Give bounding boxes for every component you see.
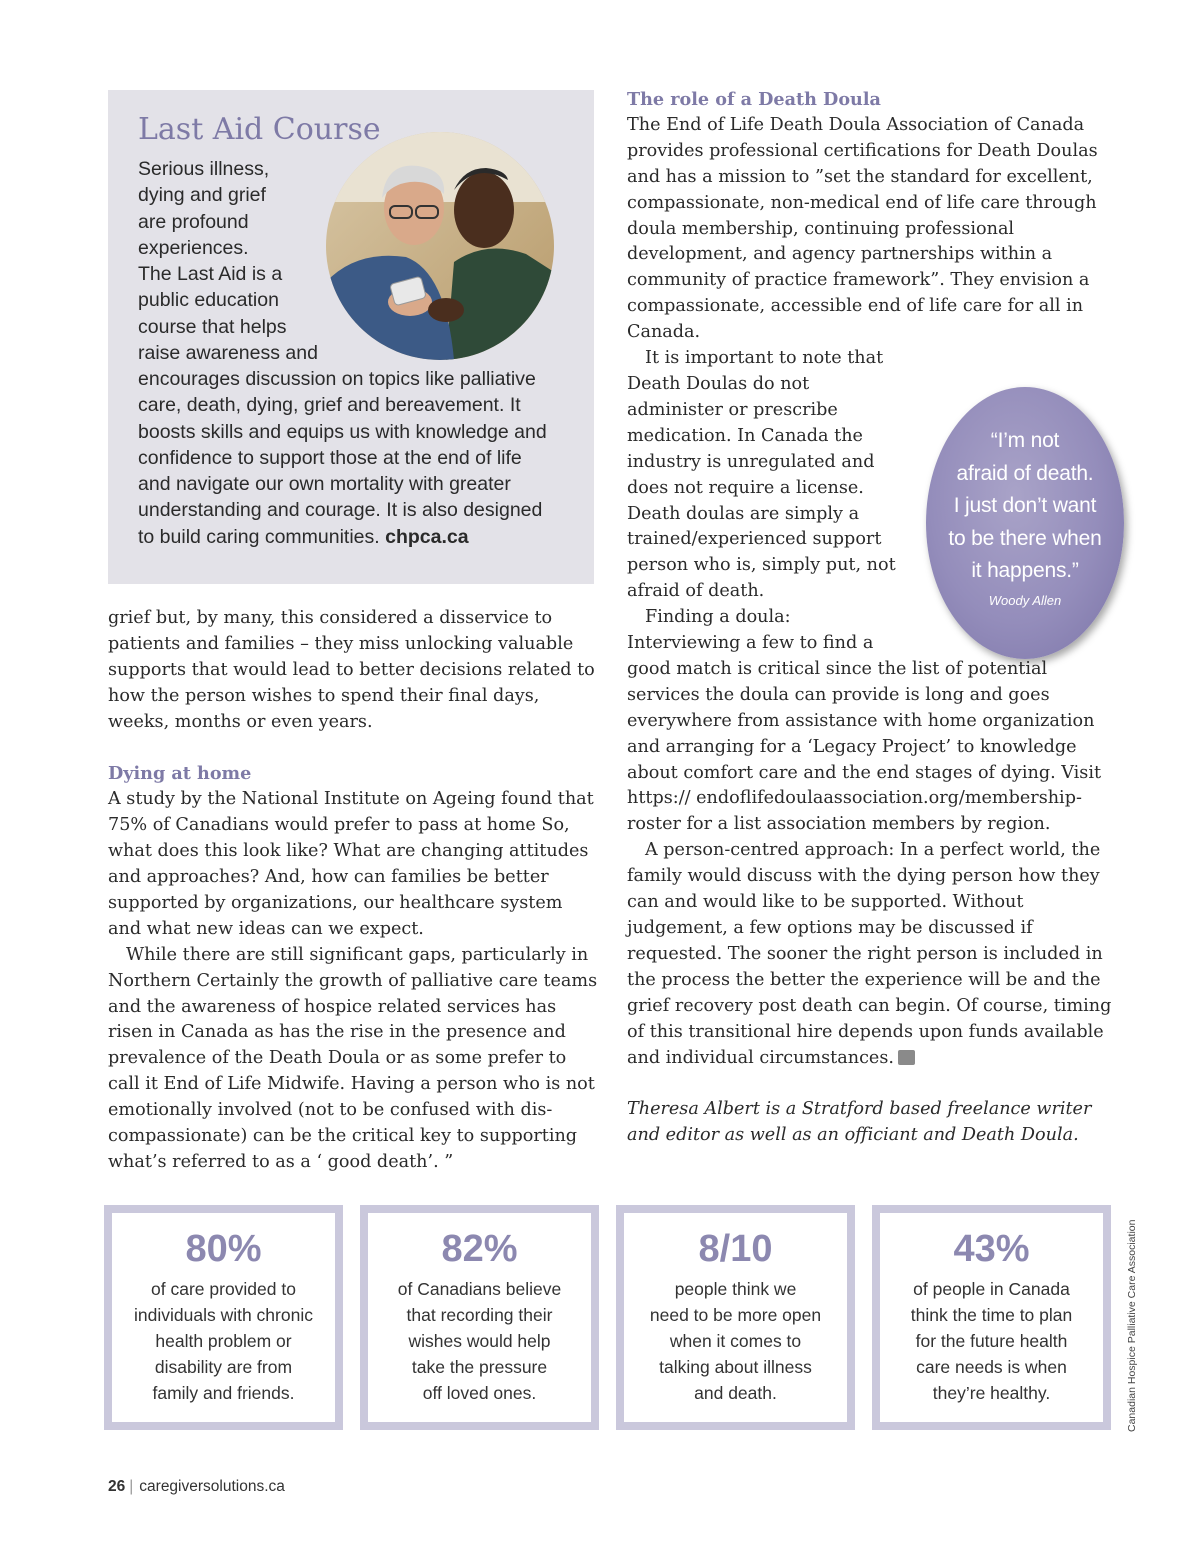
sidebar-intro xyxy=(138,156,328,366)
stat-description xyxy=(368,1277,591,1407)
stat-line: individuals with chronic xyxy=(134,1304,313,1325)
stat-line: of people in Canada xyxy=(913,1279,1070,1299)
stat-value: 43% xyxy=(953,1228,1030,1270)
dying-at-home-heading: Dying at home xyxy=(108,763,252,785)
sidebar-line: care, death, dying, grief and bereavement. It xyxy=(138,394,521,417)
sidebar-intro-line: course that helps xyxy=(138,315,287,338)
photo-illustration xyxy=(326,132,554,360)
finding-paragraph: Finding a doula: Interviewing a few to find a good match is critical since the list of potential services the doula can provide is long and goes everywhere from assistance with home organization and arranging for a ‘Legacy Project’ to knowledge about comfort care and the end stages of dying. Visit https:// endoflifedoulaassociation.org/membership-roster for a list association members by region. xyxy=(627,607,1102,835)
role-heading: The role of a Death Doula xyxy=(627,89,881,110)
pull-quote xyxy=(926,387,1124,659)
sidebar-line: understanding and courage. It is also designed xyxy=(138,499,543,522)
quote-line: I just don’t want xyxy=(953,494,1097,517)
quote-line: it happens.” xyxy=(971,559,1079,582)
stat-line: when it comes to xyxy=(669,1330,802,1351)
person-paragraph xyxy=(627,838,1117,1071)
stat-line: think the time to plan xyxy=(910,1304,1073,1325)
stat-line: people think we xyxy=(674,1279,797,1299)
quote-author: Woody Allen xyxy=(988,593,1062,608)
stat-value: 80% xyxy=(185,1228,262,1270)
person-paragraph-text: A person-centred approach: In a perfect world, the family would discuss with the dying person how they can and would like to be supported. Without judgement, a few options may be discussed if requested. The sooner the right person is included in the process the better the experience will be and the grief recovery post death can begin. Of course, timing of this transitional hire depends upon funds available and individual circumstances. xyxy=(627,840,1112,1068)
stat-line: need to be more open xyxy=(649,1304,822,1325)
stat-box xyxy=(616,1205,855,1430)
sidebar-intro-line: Serious illness, xyxy=(138,158,270,180)
sidebar-continuation xyxy=(138,366,578,550)
stat-box xyxy=(360,1205,599,1430)
stat-line: they’re healthy. xyxy=(932,1382,1051,1403)
sidebar-line: and navigate our own mortality with greater xyxy=(138,473,511,496)
stat-value: 82% xyxy=(441,1228,518,1270)
sidebar-intro-line: raise awareness and xyxy=(138,342,318,365)
sidebar-intro-line: dying and grief xyxy=(138,184,266,207)
sidebar-line: encourages discussion on topics like palliative xyxy=(138,368,536,390)
sidebar-last-line-text: to build caring communities. xyxy=(138,525,380,548)
photo-two-men-with-phone xyxy=(326,132,554,360)
stat-line: disability are from xyxy=(154,1356,293,1377)
left-column xyxy=(108,606,598,1176)
last-aid-sidebar xyxy=(108,90,594,584)
sidebar-intro-line: The Last Aid is a xyxy=(138,263,283,286)
stat-line: for the future health xyxy=(915,1330,1068,1351)
stat-description xyxy=(112,1277,335,1407)
stat-description xyxy=(880,1277,1103,1407)
dying-paragraph: A study by the National Institute on Ageing found that 75% of Canadians would prefer to pass at home So, what does this look like? What are changing attitudes and approaches? And, how can families be better supported by organizations, our healthcare system and what new ideas can we expect. xyxy=(108,789,594,939)
quote-line: “I’m not xyxy=(990,429,1060,452)
intro-paragraph: grief but, by many, this considered a disservice to patients and families – they miss unlocking valuable supports that would lead to better decisions related to how the person wishes to spend their final days, weeks, months or even years. xyxy=(108,608,595,732)
quote-text xyxy=(926,425,1124,588)
sidebar-intro-line: are profound xyxy=(138,210,249,233)
page-footer xyxy=(108,1478,285,1496)
stat-box xyxy=(872,1205,1111,1430)
stat-line: take the pressure xyxy=(411,1356,548,1377)
stat-value: 8/10 xyxy=(698,1228,773,1270)
stat-line: wishes would help xyxy=(408,1330,551,1351)
cs-logo-icon: CS xyxy=(898,1050,915,1065)
sidebar-last-line xyxy=(138,524,578,550)
stat-line: of Canadians believe xyxy=(397,1279,562,1299)
sidebar-intro-line: experiences. xyxy=(138,236,249,259)
chpca-link[interactable]: chpca.ca xyxy=(385,525,469,548)
stat-line: talking about illness xyxy=(659,1356,812,1377)
gaps-paragraph: While there are still significant gaps, particularly in Northern Certainly the growth of palliative care teams and the awareness of hospice related services has risen in Canada as has the rise in the presence and prevalence of the Death Doula or as some prefer to call it End of Life Midwife. Having a person who is not emotionally involved (not to be confused with dis-compassionate) can be the critical key to supporting what’s referred to as a ‘ good death’. ” xyxy=(108,944,598,1173)
role-paragraph: The End of Life Death Doula Association of Canada provides professional certifications for Death Doulas and has a mission to ”set the standard for excellent, compassionate, non-medical end of life care through doula membership, continuing professional development, and agency partnerships within a community of practice framework”. They envision a compassionate, accessible end of life care for all in Canada. xyxy=(627,114,1098,343)
page-number: 26 xyxy=(108,1478,126,1495)
sidebar-intro-line: public education xyxy=(138,289,279,312)
author-byline: Theresa Albert is a Stratford based freelance writer and editor as well as an officiant and Death Doula. xyxy=(627,1099,1092,1146)
stat-line: and death. xyxy=(694,1382,777,1403)
stat-box xyxy=(104,1205,343,1430)
quote-line: afraid of death. xyxy=(956,461,1094,485)
stat-line: family and friends. xyxy=(152,1382,295,1403)
stat-line: off loved ones. xyxy=(422,1382,537,1403)
stat-description xyxy=(624,1277,847,1407)
stat-line: care needs is when xyxy=(916,1356,1067,1377)
note-paragraph: It is important to note that Death Doulas do not administer or prescribe medication. In Canada the industry is unregulated and does not require a license. Death doulas are simply a trained/experienced support person who is, simply put, not afraid of death. xyxy=(627,348,896,602)
stat-line: of care provided to xyxy=(151,1279,296,1299)
quote-line: to be there when xyxy=(948,526,1102,550)
footer-site[interactable]: caregiversolutions.ca xyxy=(139,1478,285,1495)
sidebar-line: boosts skills and equips us with knowledge and xyxy=(138,420,547,443)
footer-separator: | xyxy=(129,1478,134,1495)
stat-line: that recording their xyxy=(406,1304,553,1325)
stats-source-credit: Canadian Hospice Palliative Care Association xyxy=(1126,1219,1138,1432)
stat-line: health problem or xyxy=(155,1330,292,1351)
sidebar-line: confidence to support those at the end of life xyxy=(138,446,522,469)
sidebar-title: Last Aid Course xyxy=(138,112,381,147)
